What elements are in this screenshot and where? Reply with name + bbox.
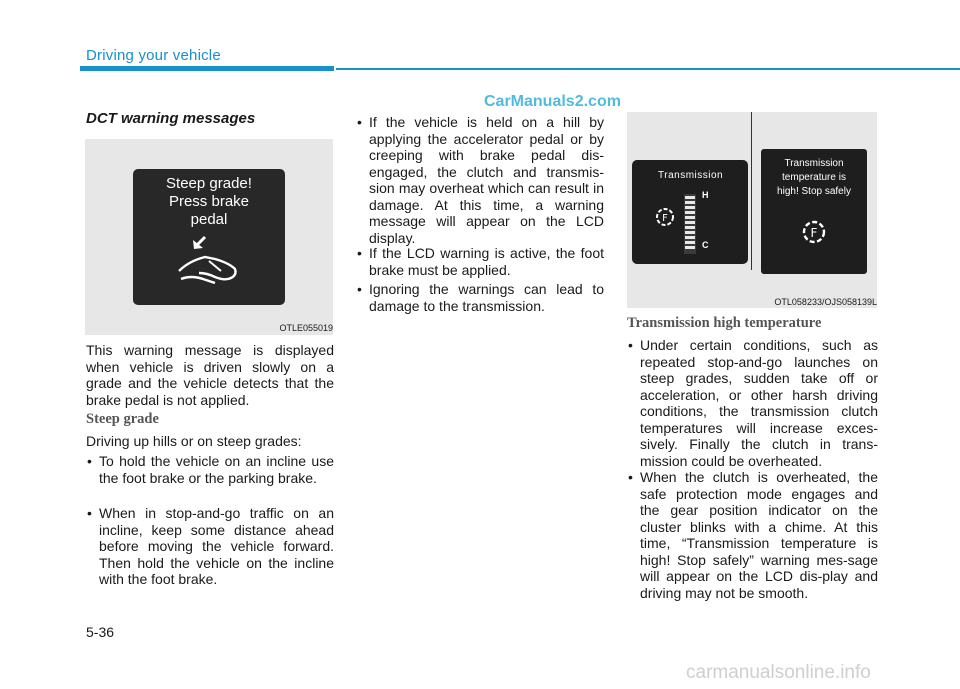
- gauge-label: Transmission: [658, 170, 724, 181]
- brake-pedal-icon: [175, 231, 245, 291]
- header-bar-thin: [336, 68, 960, 70]
- list-item: • Ignoring the warnings can lead to damage to the transmission.: [356, 281, 604, 314]
- transmission-temperature-figure: [627, 112, 877, 308]
- list-item: • If the LCD warning is active, the foot brake must be applied.: [356, 245, 604, 278]
- svg-text:F: F: [662, 213, 668, 224]
- section-title: DCT warning messages: [86, 110, 256, 127]
- section-header: Driving your vehicle: [86, 47, 221, 64]
- list-item: • Under certain conditions, such as repeated stop-and-go launches on steep grades, sudden take off or acceleration, or other harsh driving conditions, the transmission clutch temperatures will increase exces-sively. Finally the clutch in trans-mission could be overheated.: [627, 337, 878, 469]
- list-item: • If the vehicle is held on a hill by applying the accelerator pedal or by creeping with brake pedal dis-engaged, the clutch and transmis-sion may overheat which can result in damage. At this time, a warning message will appear on the LCD display.: [356, 114, 604, 246]
- list-item: • When in stop-and-go traffic on an incline, keep some distance ahead before moving the vehicle forward. Then hold the vehicle on the incline with the foot brake.: [86, 505, 334, 588]
- gauge-high-label: H: [702, 190, 709, 200]
- warning-lcd-screen: [761, 149, 867, 274]
- intro-paragraph: This warning message is displayed when vehicle is driven slowly on a grade and the vehicle detects that the brake pedal is not applied.: [86, 342, 334, 408]
- subheading-transmission-high-temperature: Transmission high temperature: [627, 315, 822, 331]
- transmission-gear-icon: [652, 204, 678, 230]
- lcd-message: Steep grade! Press brake pedal: [166, 175, 252, 228]
- transmission-warning-gear-icon: [799, 217, 829, 247]
- list-item: • When the clutch is overheated, the safe protection mode engages and the gear position indicator on the cluster blinks with a chime. At this time, “Transmission temperature is high! Stop safely” warning mes-sage will appear on the LCD dis-play and driving may not be smooth.: [627, 469, 878, 601]
- subintro-paragraph: Driving up hills or on steep grades:: [86, 433, 302, 449]
- figure-code: OTL058233/OJS058139L: [774, 297, 877, 307]
- svg-text:F: F: [810, 226, 818, 240]
- lcd-screen: [133, 169, 285, 305]
- watermark-top: CarManuals2.com: [484, 93, 621, 110]
- watermark-bottom: carmanualsonline.info: [686, 662, 871, 683]
- list-item: • To hold the vehicle on an incline use the foot brake or the parking brake.: [86, 453, 334, 486]
- temperature-bar-gauge: [684, 194, 698, 254]
- cluster-gauge-screen: [632, 160, 748, 264]
- steep-grade-figure: [85, 139, 333, 335]
- page-number: 5-36: [86, 624, 115, 640]
- header-bar-thick: [80, 66, 334, 71]
- gauge-low-label: C: [702, 240, 709, 250]
- warning-message: Transmission temperature is high! Stop safely: [777, 158, 851, 197]
- subheading-steep-grade: Steep grade: [86, 411, 159, 427]
- figure-divider: [751, 112, 752, 270]
- figure-code: OTLE055019: [279, 323, 333, 333]
